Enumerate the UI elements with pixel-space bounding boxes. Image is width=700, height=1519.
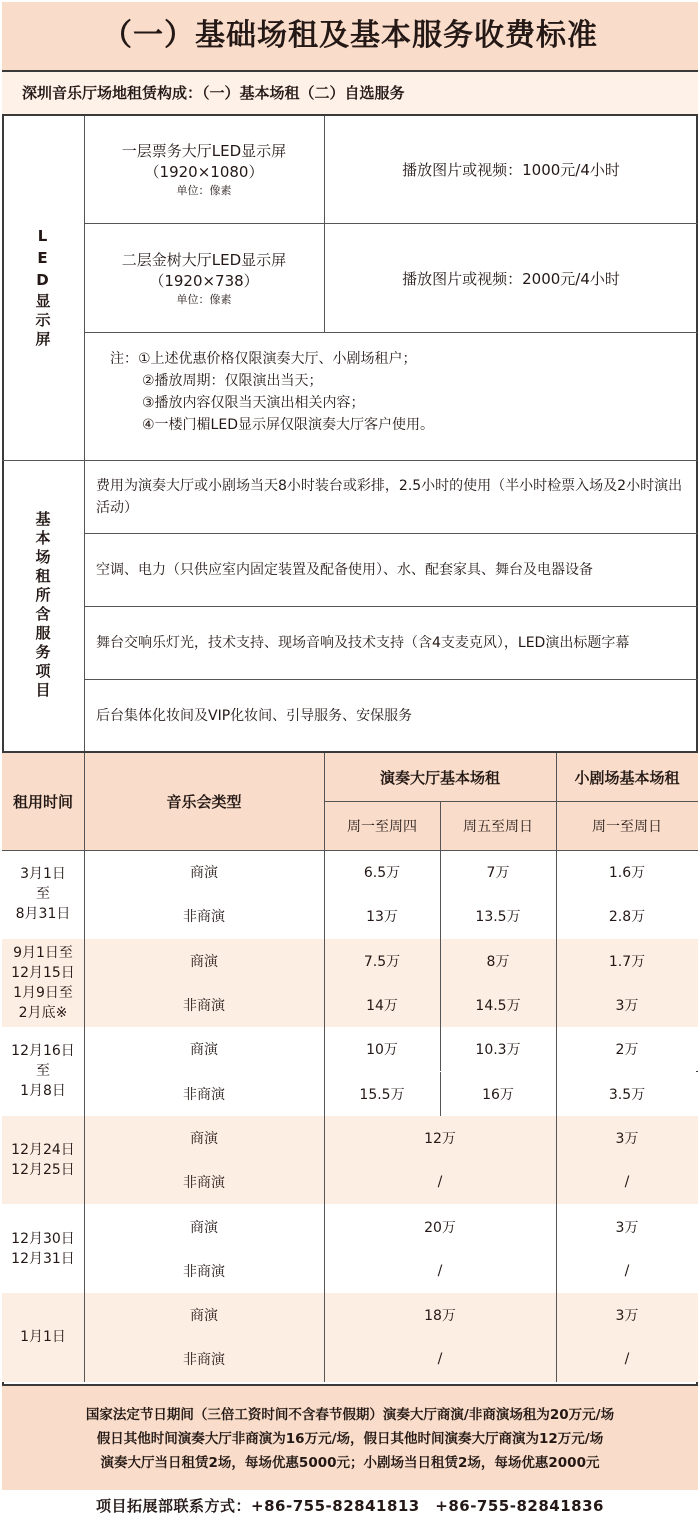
hall-weekend-cell: 7万 xyxy=(440,850,556,894)
concert-type-cell: 非商演 xyxy=(84,1337,324,1381)
small-rent-cell: 3万 xyxy=(556,1204,698,1248)
period-cell-line: 12月15日 xyxy=(11,964,75,981)
concert-type-cell: 商演 xyxy=(84,850,324,894)
hall-weekday-cell: 10万 xyxy=(324,1027,440,1071)
hall-weekend-cell: 13.5万 xyxy=(440,894,556,938)
holiday-note: 假日其他时间演奏大厅非商演为16万元/场，假日其他时间演奏大厅商演为12万元/场 xyxy=(96,1431,604,1447)
hall-rent-cell: / xyxy=(324,1249,556,1293)
led-note: 注：①上述优惠价格仅限演奏大厅、小剧场租户； xyxy=(110,351,417,367)
concert-type-cell: 非商演 xyxy=(84,1160,324,1204)
concert-type-cell: 商演 xyxy=(84,1204,324,1248)
led-screen-1-price: 播放图片或视频：1000元/4小时 xyxy=(402,161,620,179)
header-period: 租用时间 xyxy=(2,753,84,850)
hall-weekday-cell: 14万 xyxy=(324,983,440,1027)
concert-type-cell: 商演 xyxy=(84,1116,324,1160)
hall-rent-cell: 18万 xyxy=(324,1293,556,1337)
period-cell-line: 12月25日 xyxy=(11,1162,75,1179)
hall-weekend-cell: 14.5万 xyxy=(440,983,556,1027)
hall-weekday-cell: 7.5万 xyxy=(324,939,440,983)
header-hall-weekend: 周五至周日 xyxy=(440,801,556,850)
period-cell-line: 2月底※ xyxy=(18,1004,68,1021)
hall-rent-cell: 20万 xyxy=(324,1204,556,1248)
small-rent-cell: 3万 xyxy=(556,1116,698,1160)
led-screen-2-resolution: （1920×738） xyxy=(149,271,259,290)
contact-info: 项目拓展部联系方式：+86-755-82841813 +86-755-82841836 xyxy=(96,1497,604,1515)
led-screen-2-name: 二层金树大厅LED显示屏 xyxy=(121,250,287,269)
small-rent-cell: / xyxy=(556,1160,698,1204)
period-cell-line: 12月31日 xyxy=(11,1250,75,1267)
header-hall: 演奏大厅基本场租 xyxy=(324,753,556,801)
holiday-note: 国家法定节日期间（三倍工资时间不含春节假期）演奏大厅商演/非商演场租为20万元/场 xyxy=(85,1407,615,1423)
concert-type-cell: 商演 xyxy=(84,1027,324,1071)
period-cell-line: 8月31日 xyxy=(15,906,71,923)
small-rent-cell: 3万 xyxy=(556,983,698,1027)
small-rent-cell: / xyxy=(556,1249,698,1293)
concert-type-cell: 非商演 xyxy=(84,983,324,1027)
led-screen-1-name: 一层票务大厅LED显示屏 xyxy=(121,142,287,160)
page-title: （一）基础场租及基本服务收费标准 xyxy=(2,2,698,72)
small-rent-cell: 3.5万 xyxy=(556,1072,698,1116)
period-cell xyxy=(2,1293,84,1382)
period-cell-line: 至 xyxy=(36,886,50,903)
hall-weekend-cell: 8万 xyxy=(440,939,556,983)
led-screen-1 xyxy=(84,116,324,223)
subtitle: 深圳音乐厅场地租赁构成：（一）基本场租（二）自选服务 xyxy=(2,72,698,116)
period-cell xyxy=(2,850,84,939)
period-cell-line: 12月16日 xyxy=(11,1043,75,1060)
concert-type-cell: 商演 xyxy=(84,939,324,983)
holiday-note: 演奏大厅当日租赁2场，每场优惠5000元；小剧场当日租赁2场，每场优惠2000元 xyxy=(100,1455,600,1471)
period-cell xyxy=(2,1204,84,1293)
small-rent-cell: 2万 xyxy=(556,1027,698,1071)
header-small: 小剧场基本场租 xyxy=(556,753,698,801)
small-rent-cell: / xyxy=(556,1337,698,1381)
period-cell-line: 1月8日 xyxy=(20,1083,66,1100)
service-item: 费用为演奏大厅或小剧场当天8小时装台或彩排，2.5小时的使用（半小时检票入场及2小时演出活动） xyxy=(96,478,683,516)
small-rent-cell: 3万 xyxy=(556,1293,698,1337)
period-cell-line: 9月1日至 xyxy=(13,944,73,961)
led-note: ④一楼门楣LED显示屏仅限演奏大厅客户使用。 xyxy=(142,417,434,433)
small-rent-cell: 2.8万 xyxy=(556,894,698,938)
concert-type-cell: 非商演 xyxy=(84,1249,324,1293)
led-screen-2-price: 播放图片或视频：2000元/4小时 xyxy=(402,269,620,288)
led-note: ③播放内容仅限当天演出相关内容； xyxy=(142,395,365,411)
concert-type-cell: 商演 xyxy=(84,1293,324,1337)
period-cell-line: 3月1日 xyxy=(20,866,66,883)
service-item: 空调、电力（只供应室内固定装置及配备使用）、水、配套家具、舞台及电器设备 xyxy=(96,562,593,578)
header-small-all: 周一至周日 xyxy=(556,801,698,850)
period-cell-line: 1月9日至 xyxy=(13,984,73,1001)
period-cell xyxy=(2,1027,84,1116)
led-screen-1-resolution: （1920×1080） xyxy=(144,163,264,181)
hall-weekend-cell: 10.3万 xyxy=(440,1027,556,1071)
period-cell-line: 12月30日 xyxy=(11,1230,75,1247)
concert-type-cell: 非商演 xyxy=(84,1072,324,1116)
led-screen-2 xyxy=(84,224,324,332)
small-rent-cell: 1.6万 xyxy=(556,850,698,894)
hall-rent-cell: 12万 xyxy=(324,1116,556,1160)
period-cell xyxy=(2,1116,84,1205)
hall-weekend-cell: 16万 xyxy=(440,1072,556,1116)
services-section-label: 基本场租所含服务项目 xyxy=(33,511,52,701)
led-screen-2-unit: 单位：像素 xyxy=(176,292,232,306)
led-note: ②播放周期：仅限演出当天； xyxy=(142,373,323,389)
header-type: 音乐会类型 xyxy=(84,753,324,850)
small-rent-cell: 1.7万 xyxy=(556,939,698,983)
period-cell-line: 至 xyxy=(36,1063,50,1080)
hall-weekday-cell: 13万 xyxy=(324,894,440,938)
led-notes xyxy=(110,348,690,448)
service-item: 舞台交响乐灯光，技术支持、现场音响及技术支持（含4支麦克风），LED演出标题字幕 xyxy=(96,635,630,651)
led-screen-1-unit: 单位：像素 xyxy=(176,184,232,197)
holiday-notes xyxy=(2,1384,698,1490)
hall-rent-cell: / xyxy=(324,1337,556,1381)
hall-weekday-cell: 6.5万 xyxy=(324,850,440,894)
period-cell xyxy=(2,939,84,1028)
period-cell-line: 12月24日 xyxy=(11,1142,75,1159)
hall-rent-cell: / xyxy=(324,1160,556,1204)
period-cell-line: 1月1日 xyxy=(20,1329,66,1346)
header-hall-weekday: 周一至周四 xyxy=(324,801,440,850)
concert-type-cell: 非商演 xyxy=(84,894,324,938)
service-item: 后台集体化妆间及VIP化妆间、引导服务、安保服务 xyxy=(96,708,413,724)
led-section-label: LED显示屏 xyxy=(33,226,52,350)
hall-weekday-cell: 15.5万 xyxy=(324,1072,440,1116)
